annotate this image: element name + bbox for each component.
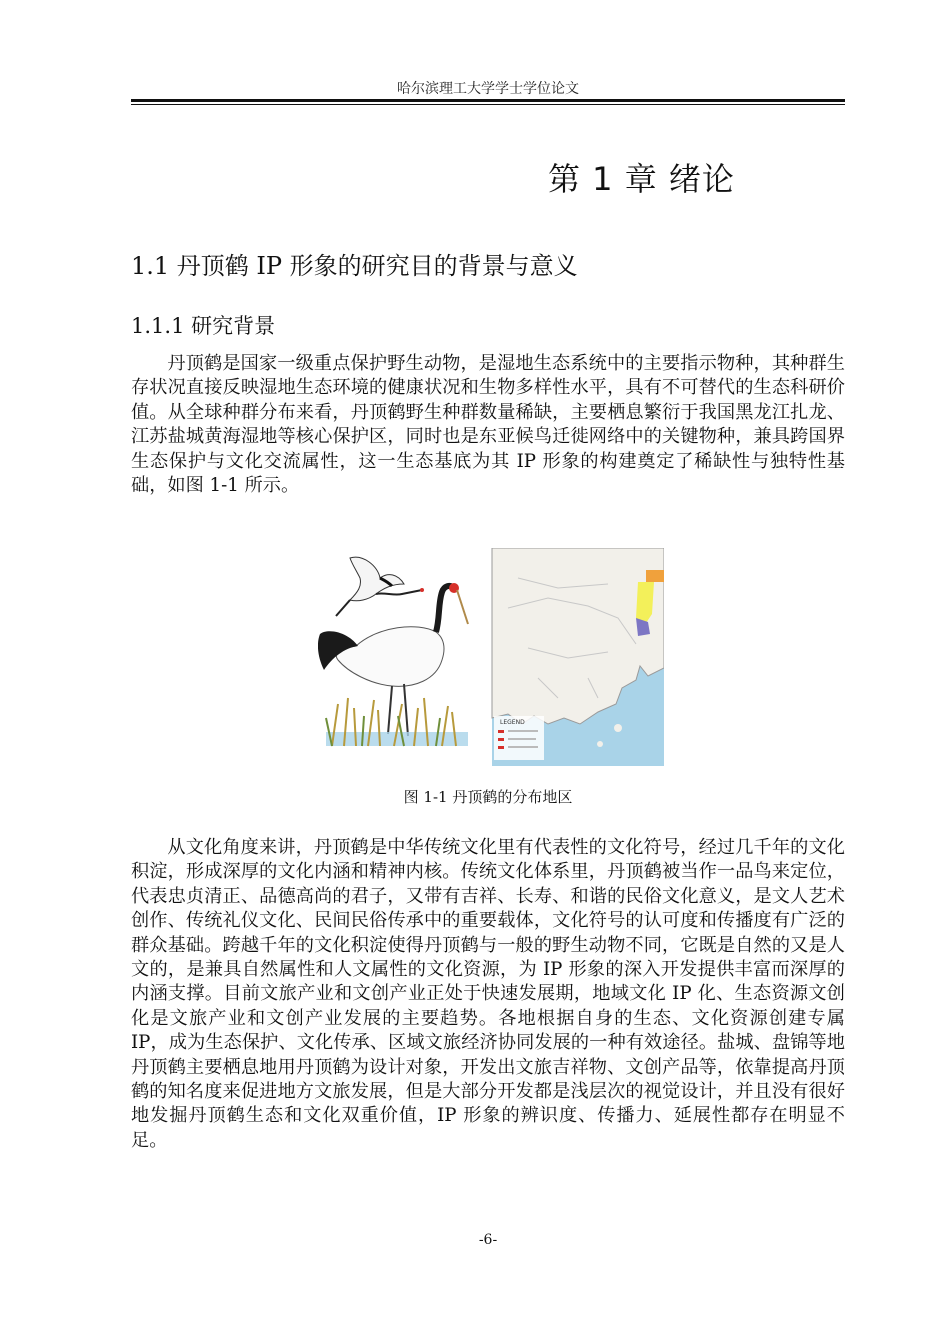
- figure-illustration: [318, 548, 664, 766]
- body-paragraph-2: 从文化角度来讲，丹顶鹤是中华传统文化里有代表性的文化符号，经过几千年的文化积淀，形成深厚的文化内涵和精神内核。传统文化体系里，丹顶鹤被当作一品鸟来定位，代表忠贞清正、品德高尚的君子，又带有吉祥、长寿、和谐的民俗文化意义，是文人艺术创作、传统礼仪文化、民间民俗传承中的重要载体，文化符号的认可度和传播度有广泛的群众基础。跨越千年的文化积淀使得丹顶鹤与一般的野生动物不同，它既是自然的又是人文的，是兼具自然属性和人文属性的文化资源，为 IP 形象的深入开发提供丰富而深厚的内涵支撑。目前文旅产业和文创产业正处于快速发展期，地域文化 IP 化、生态资源文创化是文旅产业和文创产业发展的主要趋势。各地根据自身的生态、文化资源创建专属 IP，成为生态保护、文化传承、区域文旅经济协同发展的一种有效途径。盐城、盘锦等地丹顶鹤主要栖息地用丹顶鹤为设计对象，开发出文旅吉祥物、文创产品等，依靠提高丹顶鹤的知名度来促进地方文旅发展，但是大部分开发都是浅层次的视觉设计，并且没有很好地发掘丹顶鹤生态和文化双重价值，IP 形象的辨识度、传播力、延展性都存在明显不足。: [131, 837, 845, 1151]
- chapter-title: 第 1 章 绪论: [548, 160, 735, 198]
- header-rule-thin: [131, 104, 845, 105]
- distribution-map: [492, 548, 664, 766]
- map-legend: [494, 716, 544, 760]
- header-rule-thick: [131, 99, 845, 102]
- page-number: -6-: [478, 1232, 498, 1248]
- section-heading: 1.1 丹顶鹤 IP 形象的研究目的背景与意义: [131, 252, 578, 280]
- range-orange-marker: [646, 570, 664, 582]
- map-legend-title: LEGEND: [500, 719, 525, 726]
- figure-caption: 图 1-1 丹顶鹤的分布地区: [403, 788, 573, 806]
- figure-crane-distribution: [318, 548, 664, 766]
- subsection-heading: 1.1.1 研究背景: [131, 314, 276, 338]
- running-header: 哈尔滨理工大学学士学位论文: [397, 81, 579, 97]
- body-paragraph-1: 丹顶鹤是国家一级重点保护野生动物，是湿地生态系统中的主要指示物种，其种群生存状况直接反映湿地生态环境的健康状况和生物多样性水平，具有不可替代的生态科研价值。从全球种群分布来看，丹顶鹤野生种群数量稀缺，主要栖息繁衍于我国黑龙江扎龙、江苏盐城黄海湿地等核心保护区，同时也是东亚候鸟迁徙网络中的关键物种，兼具跨国界生态保护与文化交流属性，这一生态基底为其 IP 形象的构建奠定了稀缺性与独特性基础，如图 1-1 所示。: [131, 353, 845, 497]
- crane-illustration: [318, 548, 478, 766]
